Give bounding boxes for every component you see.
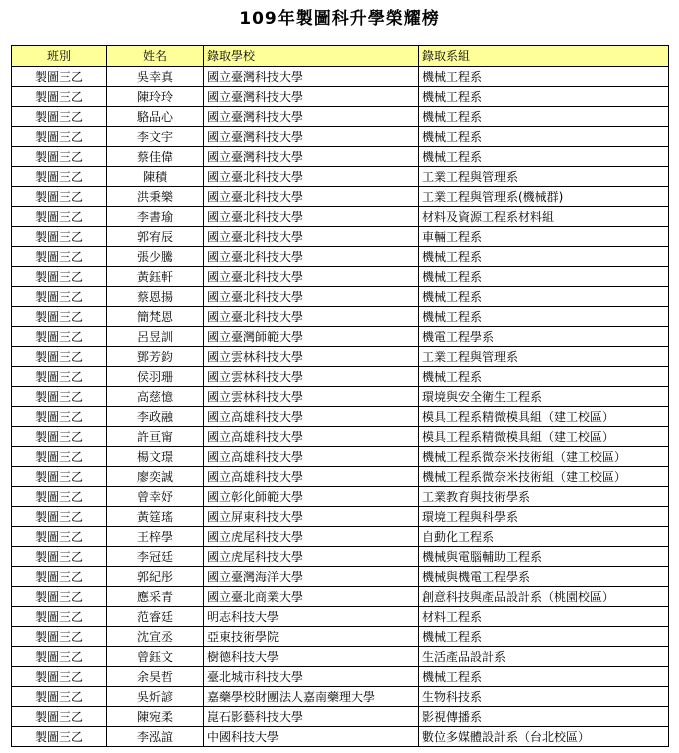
table-row [12,527,669,547]
class-cell: 製圖三乙 [12,707,107,727]
school-cell: 國立臺灣師範大學 [204,327,419,347]
class-cell: 製圖三乙 [12,167,107,187]
department-cell: 創意科技與產品設計系（桃園校區） [419,587,669,607]
department-cell: 工業工程與管理系 [419,167,669,187]
table-row [12,607,669,627]
table-row [12,67,669,87]
student-name-cell: 高慈憶 [107,387,204,407]
department-cell: 影視傳播系 [419,707,669,727]
class-cell: 製圖三乙 [12,107,107,127]
class-cell: 製圖三乙 [12,427,107,447]
column-header-class: 班別 [12,46,107,67]
department-cell: 機械與機電工程學系 [419,567,669,587]
student-name-cell: 陳積 [107,167,204,187]
page-title: 109年製圖科升學榮耀榜 [239,9,440,29]
table-row [12,647,669,667]
department-cell: 數位多媒體設計系（台北校區） [419,727,669,747]
table-row [12,107,669,127]
department-cell: 自動化工程系 [419,527,669,547]
class-cell: 製圖三乙 [12,507,107,527]
class-cell: 製圖三乙 [12,187,107,207]
table-row [12,427,669,447]
student-name-cell: 黃筳瑤 [107,507,204,527]
department-cell: 機械工程系 [419,267,669,287]
department-cell: 機械工程系 [419,107,669,127]
school-cell: 國立臺北科技大學 [204,167,419,187]
department-cell: 機械與電腦輔助工程系 [419,547,669,567]
class-cell: 製圖三乙 [12,67,107,87]
table-row [12,127,669,147]
student-name-cell: 范睿廷 [107,607,204,627]
column-header-department: 錄取系組 [419,46,669,67]
school-cell: 樹德科技大學 [204,647,419,667]
class-cell: 製圖三乙 [12,607,107,627]
student-name-cell: 陳宛柔 [107,707,204,727]
student-name-cell: 曾鈺文 [107,647,204,667]
class-cell: 製圖三乙 [12,487,107,507]
student-name-cell: 李政融 [107,407,204,427]
department-cell: 機械工程系微奈米技術組（建工校區） [419,467,669,487]
student-name-cell: 吳幸真 [107,67,204,87]
school-cell: 國立雲林科技大學 [204,387,419,407]
student-name-cell: 黃鈺軒 [107,267,204,287]
table-row [12,267,669,287]
school-cell: 國立臺北科技大學 [204,307,419,327]
department-cell: 車輛工程系 [419,227,669,247]
student-name-cell: 許亘甯 [107,427,204,447]
school-cell: 國立臺北科技大學 [204,227,419,247]
table-row [12,167,669,187]
school-cell: 國立臺北科技大學 [204,267,419,287]
class-cell: 製圖三乙 [12,447,107,467]
department-cell: 機械工程系微奈米技術組（建工校區） [419,447,669,467]
student-name-cell: 蔡恩揚 [107,287,204,307]
student-name-cell: 楊文璟 [107,447,204,467]
table-row [12,387,669,407]
student-name-cell: 侯羽珊 [107,367,204,387]
student-name-cell: 李冠廷 [107,547,204,567]
school-cell: 亞東技術學院 [204,627,419,647]
class-cell: 製圖三乙 [12,407,107,427]
table-body [12,67,669,747]
department-cell: 機械工程系 [419,247,669,267]
school-cell: 國立臺灣海洋大學 [204,567,419,587]
school-cell: 崑石影藝科技大學 [204,707,419,727]
table-row [12,347,669,367]
class-cell: 製圖三乙 [12,247,107,267]
table-row [12,407,669,427]
school-cell: 國立臺北科技大學 [204,207,419,227]
class-cell: 製圖三乙 [12,667,107,687]
table-row [12,467,669,487]
student-name-cell: 王梓學 [107,527,204,547]
table-row [12,727,669,747]
department-cell: 生物科技系 [419,687,669,707]
student-name-cell: 洪秉樂 [107,187,204,207]
table-row [12,667,669,687]
student-name-cell: 沈宣丞 [107,627,204,647]
department-cell: 生活產品設計系 [419,647,669,667]
department-cell: 機電工程學系 [419,327,669,347]
school-cell: 國立臺灣科技大學 [204,147,419,167]
school-cell: 明志科技大學 [204,607,419,627]
table-row [12,227,669,247]
department-cell: 環境與安全衛生工程系 [419,387,669,407]
school-cell: 國立臺灣科技大學 [204,87,419,107]
department-cell: 機械工程系 [419,147,669,167]
school-cell: 國立屏東科技大學 [204,507,419,527]
class-cell: 製圖三乙 [12,327,107,347]
school-cell: 國立臺灣科技大學 [204,107,419,127]
column-header-name: 姓名 [107,46,204,67]
school-cell: 國立臺北商業大學 [204,587,419,607]
class-cell: 製圖三乙 [12,467,107,487]
school-cell: 臺北城市科技大學 [204,667,419,687]
student-name-cell: 郭宥辰 [107,227,204,247]
department-cell: 材料工程系 [419,607,669,627]
class-cell: 製圖三乙 [12,127,107,147]
table-row [12,707,669,727]
admission-table [11,45,669,747]
table-row [12,327,669,347]
class-cell: 製圖三乙 [12,287,107,307]
student-name-cell: 曾幸妤 [107,487,204,507]
table-row [12,447,669,467]
school-cell: 國立臺北科技大學 [204,287,419,307]
department-cell: 工業工程與管理系(機械群) [419,187,669,207]
class-cell: 製圖三乙 [12,227,107,247]
school-cell: 國立高雄科技大學 [204,447,419,467]
school-cell: 嘉藥學校財團法人嘉南藥理大學 [204,687,419,707]
department-cell: 機械工程系 [419,287,669,307]
student-name-cell: 李書瑜 [107,207,204,227]
student-name-cell: 鄧芳鈞 [107,347,204,367]
class-cell: 製圖三乙 [12,267,107,287]
class-cell: 製圖三乙 [12,627,107,647]
department-cell: 模具工程系精微模具組（建工校區） [419,427,669,447]
student-name-cell: 郭紀彤 [107,567,204,587]
table-row [12,247,669,267]
school-cell: 國立臺灣科技大學 [204,127,419,147]
department-cell: 環境工程與科學系 [419,507,669,527]
table-row [12,567,669,587]
column-header-school: 錄取學校 [204,46,419,67]
class-cell: 製圖三乙 [12,87,107,107]
school-cell: 中國科技大學 [204,727,419,747]
school-cell: 國立高雄科技大學 [204,467,419,487]
table-row [12,687,669,707]
table-row [12,87,669,107]
table-row [12,507,669,527]
student-name-cell: 應采青 [107,587,204,607]
table-row [12,307,669,327]
class-cell: 製圖三乙 [12,367,107,387]
class-cell: 製圖三乙 [12,307,107,327]
school-cell: 國立高雄科技大學 [204,427,419,447]
department-cell: 機械工程系 [419,87,669,107]
class-cell: 製圖三乙 [12,727,107,747]
student-name-cell: 簡梵恩 [107,307,204,327]
table-row [12,287,669,307]
student-name-cell: 陳玲玲 [107,87,204,107]
school-cell: 國立臺北科技大學 [204,187,419,207]
class-cell: 製圖三乙 [12,527,107,547]
class-cell: 製圖三乙 [12,547,107,567]
department-cell: 機械工程系 [419,367,669,387]
student-name-cell: 蔡佳偉 [107,147,204,167]
table-row [12,367,669,387]
class-cell: 製圖三乙 [12,347,107,367]
table-header-row [12,46,669,67]
school-cell: 國立臺北科技大學 [204,247,419,267]
department-cell: 工業工程與管理系 [419,347,669,367]
department-cell: 工業教育與技術學系 [419,487,669,507]
school-cell: 國立高雄科技大學 [204,407,419,427]
department-cell: 機械工程系 [419,627,669,647]
table-row [12,187,669,207]
department-cell: 材料及資源工程系材料組 [419,207,669,227]
department-cell: 機械工程系 [419,67,669,87]
student-name-cell: 李文宇 [107,127,204,147]
department-cell: 機械工程系 [419,127,669,147]
table-row [12,147,669,167]
school-cell: 國立虎尾科技大學 [204,527,419,547]
table-row [12,587,669,607]
school-cell: 國立虎尾科技大學 [204,547,419,567]
student-name-cell: 駱品心 [107,107,204,127]
department-cell: 機械工程系 [419,667,669,687]
class-cell: 製圖三乙 [12,587,107,607]
class-cell: 製圖三乙 [12,387,107,407]
class-cell: 製圖三乙 [12,207,107,227]
table-row [12,487,669,507]
class-cell: 製圖三乙 [12,647,107,667]
student-name-cell: 呂昱訓 [107,327,204,347]
student-name-cell: 吳炘諺 [107,687,204,707]
department-cell: 模具工程系精微模具組（建工校區） [419,407,669,427]
class-cell: 製圖三乙 [12,147,107,167]
school-cell: 國立雲林科技大學 [204,367,419,387]
department-cell: 機械工程系 [419,307,669,327]
table-row [12,547,669,567]
student-name-cell: 廖奕誠 [107,467,204,487]
school-cell: 國立雲林科技大學 [204,347,419,367]
table-row [12,207,669,227]
class-cell: 製圖三乙 [12,687,107,707]
student-name-cell: 張少騰 [107,247,204,267]
school-cell: 國立臺灣科技大學 [204,67,419,87]
class-cell: 製圖三乙 [12,567,107,587]
student-name-cell: 余昊哲 [107,667,204,687]
student-name-cell: 李泓誼 [107,727,204,747]
school-cell: 國立彰化師範大學 [204,487,419,507]
table-row [12,627,669,647]
